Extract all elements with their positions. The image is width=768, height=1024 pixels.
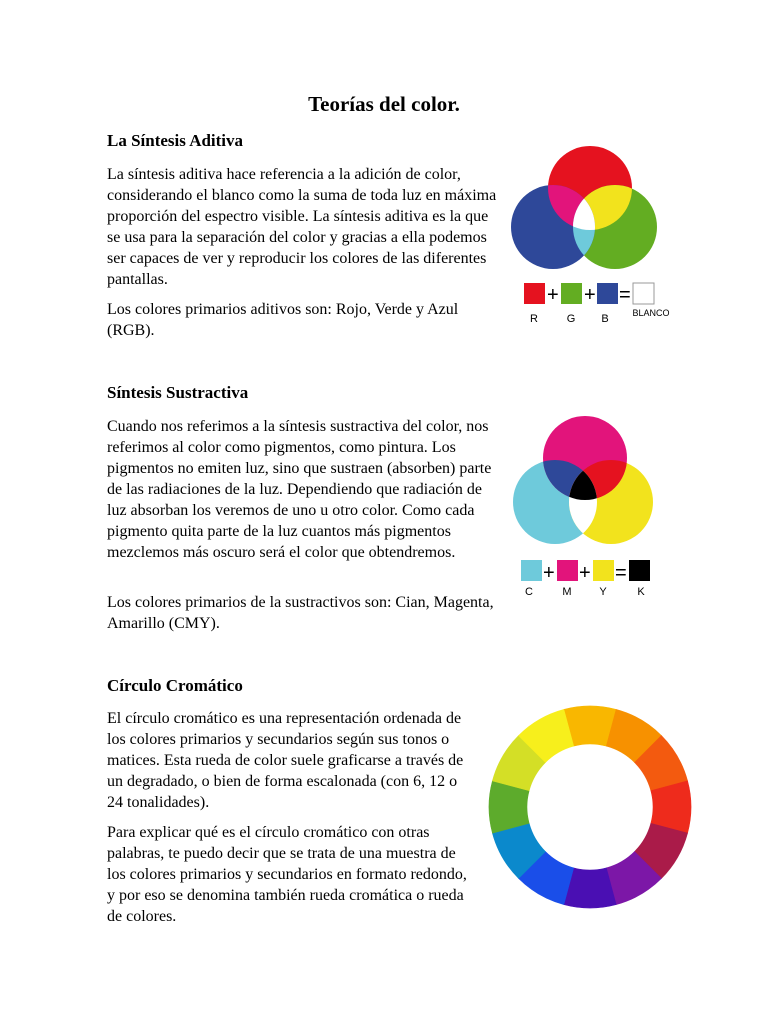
- label-c: C: [525, 586, 533, 598]
- paragraph-subtractive-1: Cuando nos referimos a la síntesis sustractiva del color, nos referimos al color como pigmentos, como pintura. Los pigmentos no emiten luz, sino que sustraen (absorben) parte de las radiaciones de la luz. Dependiendo que radiación de luz absorban los veremos de uno u otro color. Como cada pigmento quita parte de la luz cuantos más pigmentos mezclemos más oscuro será el color que obtendremos.: [107, 418, 492, 561]
- additive-color-diagram: [505, 140, 680, 330]
- paragraph-subtractive-2: Los colores primarios de la sustractivos son: Cian, Magenta, Amarillo (CMY).: [107, 594, 494, 632]
- label-r: R: [530, 313, 538, 325]
- paragraph-additive-1: La síntesis aditiva hace referencia a la adición de color, considerando el blanco como la suma de toda luz en máxima proporción del espectro visible. La síntesis aditiva es la que se usa para la separación del color y gracias a ella podemos ser capaces de ver y reproducir los colores de las diferentes pantallas.: [107, 166, 497, 288]
- subtractive-color-diagram: [505, 415, 665, 605]
- color-wheel: [488, 702, 692, 912]
- yellow-swatch: [593, 560, 614, 581]
- white-swatch: [633, 283, 654, 304]
- blue-swatch: [597, 283, 618, 304]
- green-swatch: [561, 283, 582, 304]
- plus-sign: +: [584, 284, 596, 306]
- section-heading-additive: La Síntesis Aditiva: [107, 131, 244, 150]
- plus-sign: +: [547, 284, 559, 306]
- label-m: M: [562, 586, 572, 598]
- section-heading-color-wheel: Círculo Cromático: [107, 676, 243, 695]
- equals-sign: =: [615, 562, 627, 584]
- plus-sign: +: [579, 562, 591, 584]
- red-swatch: [524, 283, 545, 304]
- label-b: B: [601, 313, 609, 325]
- plus-sign: +: [543, 562, 555, 584]
- black-swatch: [629, 560, 650, 581]
- equals-sign: =: [619, 284, 631, 306]
- magenta-swatch: [557, 560, 578, 581]
- section-heading-subtractive: Síntesis Sustractiva: [107, 383, 249, 402]
- label-blanco: BLANCO: [632, 308, 670, 318]
- cyan-swatch: [521, 560, 542, 581]
- label-g: G: [566, 313, 576, 325]
- label-k: K: [637, 586, 645, 598]
- page-title: Teorías del color.: [308, 92, 460, 116]
- paragraph-wheel-1: El círculo cromático es una representación ordenada de los colores primarios y secundarios según sus tonos o matices. Esta rueda de color suele graficarse a través de un degradado, o bien de forma escalonada (con 6, 12 o 24 tonalidades).: [107, 710, 464, 811]
- label-y: Y: [599, 586, 607, 598]
- paragraph-wheel-2: Para explicar qué es el círculo cromático con otras palabras, te puedo decir que se trata de una muestra de los colores primarios y secundarios en formato redondo, y por eso se denomina también rueda cromática o rueda de colores.: [107, 824, 467, 925]
- paragraph-additive-2: Los colores primarios aditivos son: Rojo, Verde y Azul (RGB).: [107, 301, 459, 339]
